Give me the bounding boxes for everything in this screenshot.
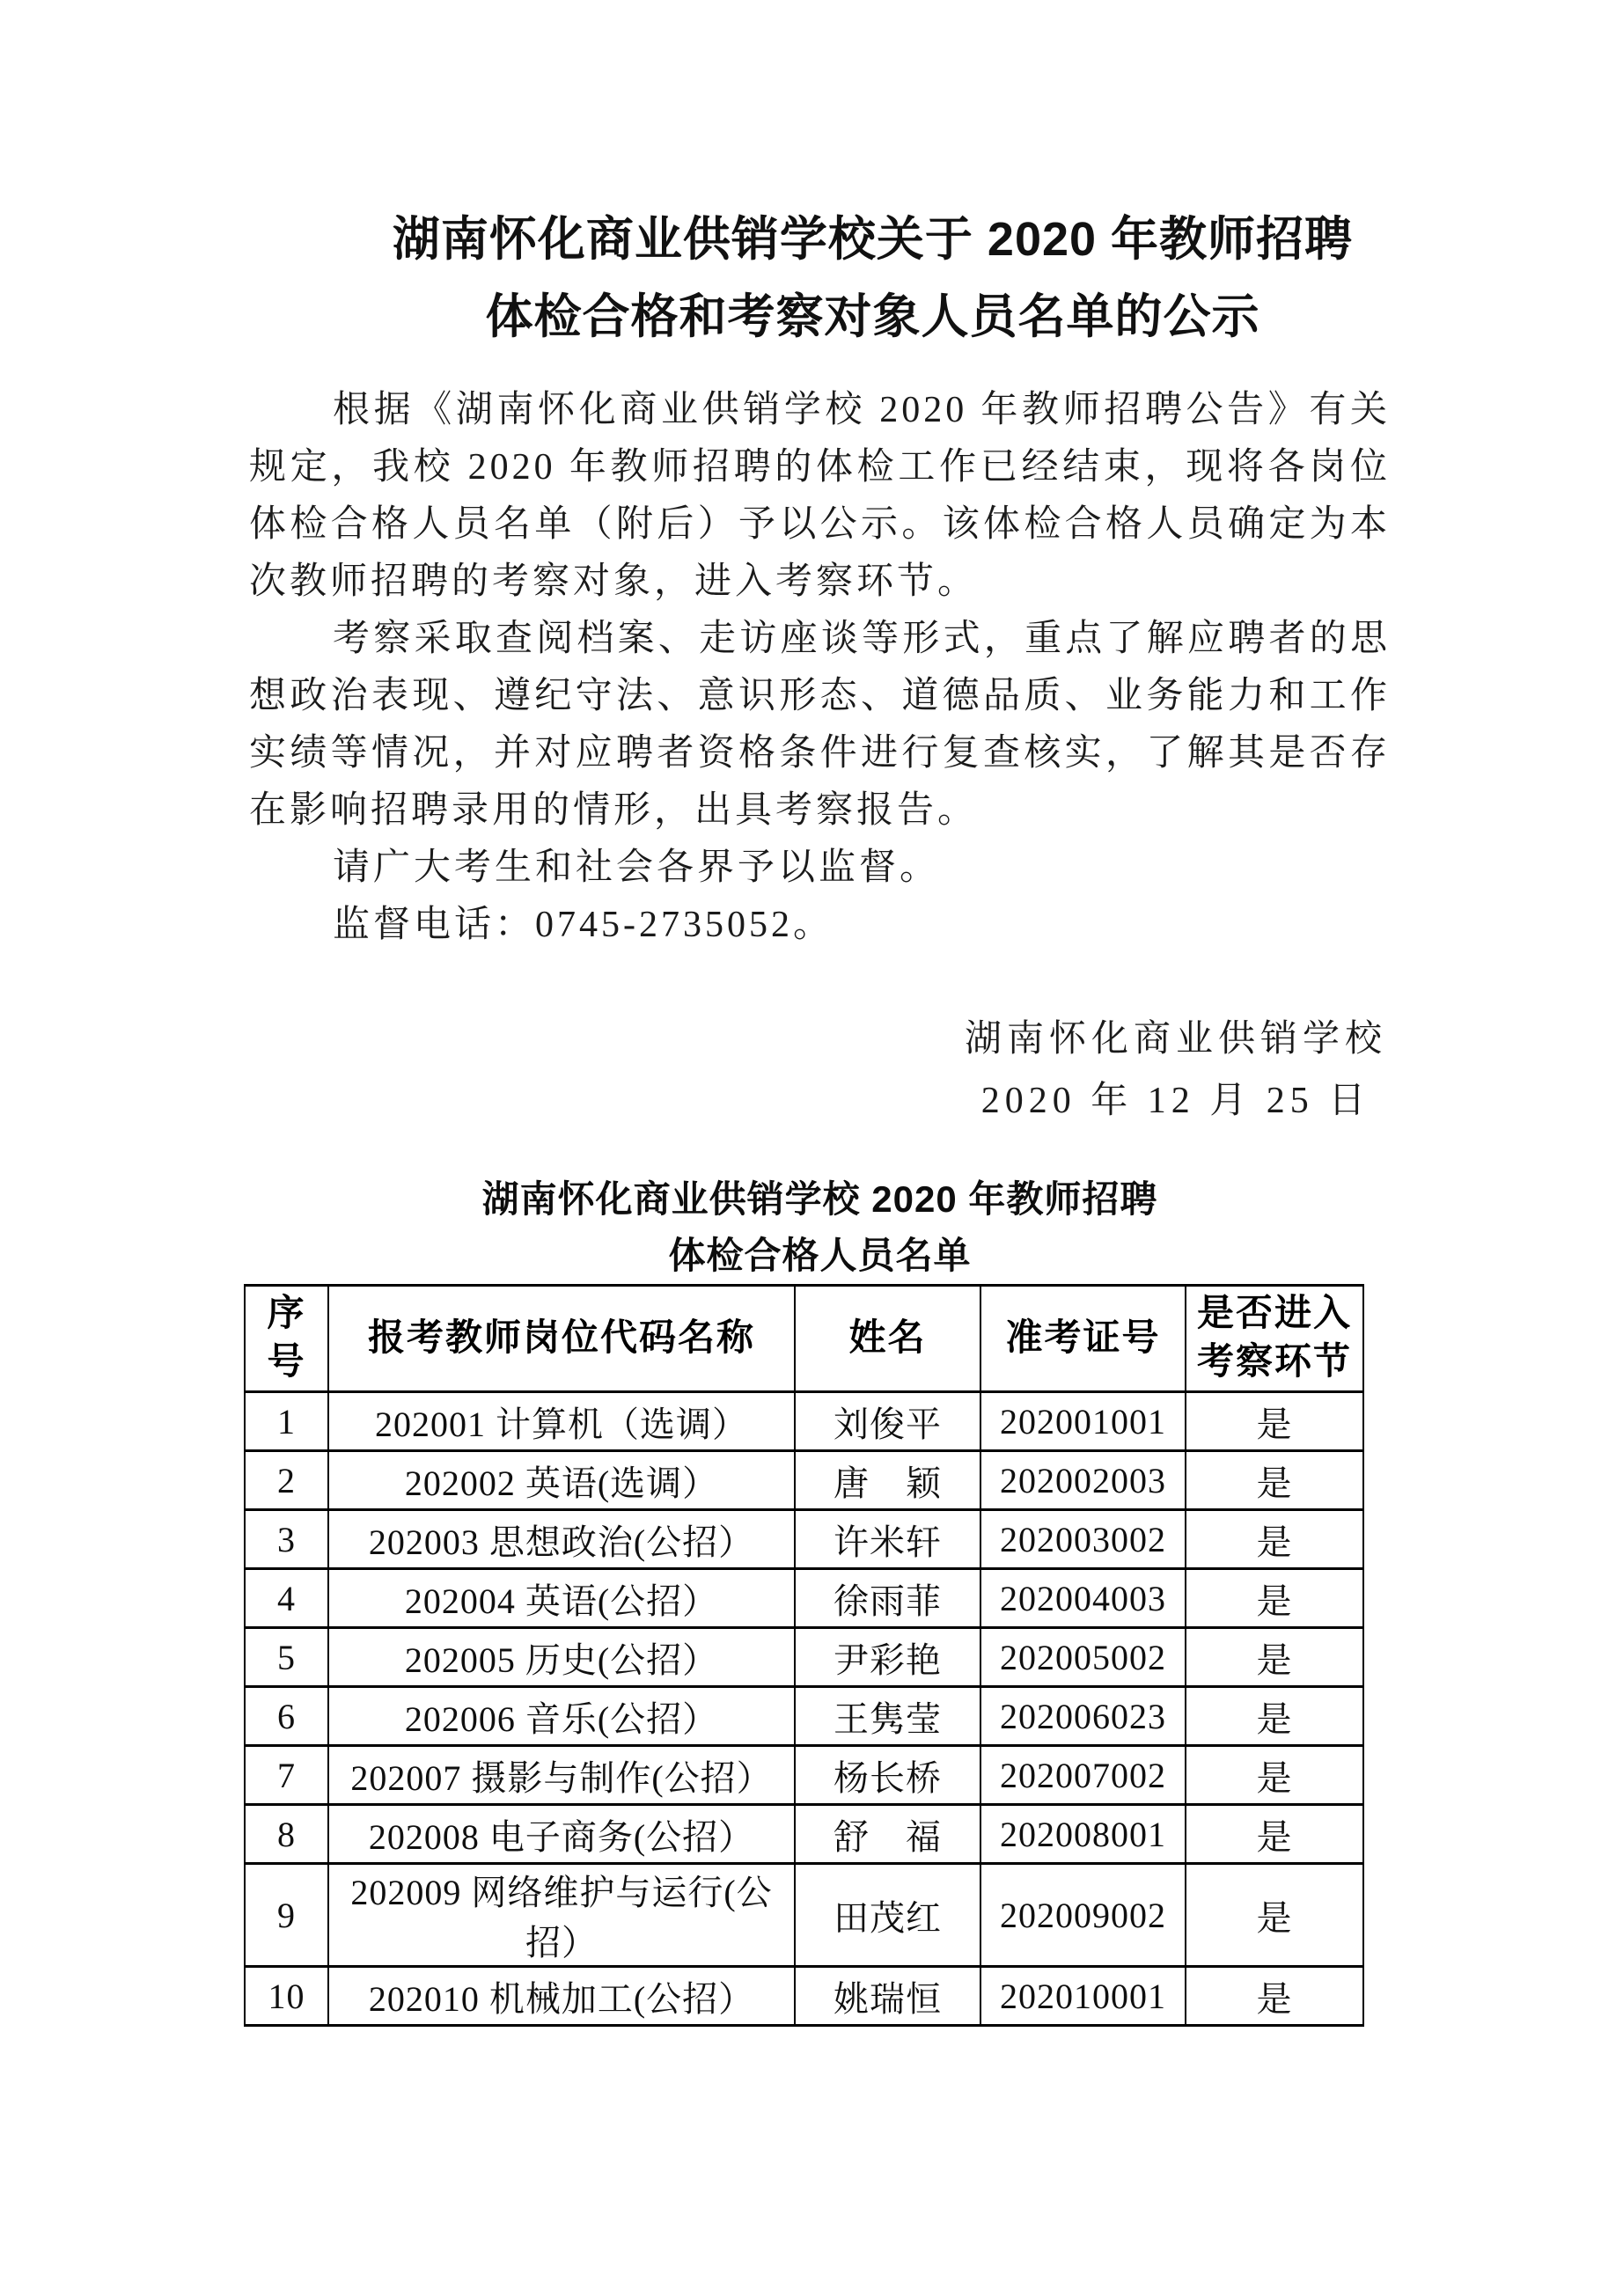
signature-block [965, 1009, 1387, 1132]
table-row [245, 1746, 1363, 1805]
table-row [245, 1805, 1363, 1864]
cell-ticket: 202010001 [980, 1967, 1186, 2026]
header-seq-line-2: 号 [267, 1342, 306, 1383]
cell-seq: 4 [245, 1569, 328, 1628]
cell-pass: 是 [1186, 1510, 1363, 1569]
pass-list-table [244, 1284, 1364, 2027]
cell-position: 202007 摄影与制作(公招） [328, 1746, 795, 1805]
cell-ticket: 202001001 [980, 1392, 1186, 1451]
document-body [249, 382, 1391, 954]
cell-position: 202003 思想政治(公招） [328, 1510, 795, 1569]
paragraph-inspection-method: 考察采取查阅档案、走访座谈等形式，重点了解应聘者的思想政治表现、遵纪守法、意识形态、道德品质、业务能力和工作实绩等情况，并对应聘者资格条件进行复查核实，了解其是否存在影响招聘录用的情形，出具考察报告。 [249, 619, 1391, 831]
cell-ticket: 202004003 [980, 1569, 1186, 1628]
cell-name: 姚瑞恒 [795, 1967, 980, 2026]
cell-ticket: 202007002 [980, 1746, 1186, 1805]
cell-seq: 7 [245, 1746, 328, 1805]
cell-seq: 2 [245, 1451, 328, 1510]
cell-name: 唐 颖 [795, 1451, 980, 1510]
header-name: 姓名 [795, 1286, 980, 1392]
cell-name: 田茂红 [795, 1864, 980, 1967]
cell-pass: 是 [1186, 1864, 1363, 1967]
cell-pass: 是 [1186, 1628, 1363, 1687]
table-row [245, 1451, 1363, 1510]
cell-name: 王隽莹 [795, 1687, 980, 1746]
cell-pass: 是 [1186, 1451, 1363, 1510]
cell-ticket: 202005002 [980, 1628, 1186, 1687]
cell-position: 202002 英语(选调） [328, 1451, 795, 1510]
table-row [245, 1510, 1363, 1569]
table-row [245, 1392, 1363, 1451]
cell-position: 202010 机械加工(公招） [328, 1967, 795, 2026]
pass-list-table-header [245, 1286, 1363, 1392]
cell-pass: 是 [1186, 1967, 1363, 2026]
cell-ticket: 202006023 [980, 1687, 1186, 1746]
cell-pass: 是 [1186, 1569, 1363, 1628]
cell-seq: 3 [245, 1510, 328, 1569]
signature-organization: 湖南怀化商业供销学校 [964, 1019, 1387, 1060]
cell-name: 杨长桥 [795, 1746, 980, 1805]
header-inspect [1186, 1286, 1363, 1392]
cell-position: 202006 音乐(公招） [328, 1687, 795, 1746]
cell-name: 刘俊平 [795, 1392, 980, 1451]
cell-seq: 9 [245, 1864, 328, 1967]
cell-seq: 6 [245, 1687, 328, 1746]
cell-position: 202005 历史(公招） [328, 1628, 795, 1687]
header-seq-line-1: 序 [267, 1294, 306, 1334]
pass-list-table-body [245, 1392, 1363, 2026]
cell-position: 202008 电子商务(公招） [328, 1805, 795, 1864]
document-title-line-1: 湖南怀化商业供销学校关于 2020 年教师招聘 [392, 213, 1354, 266]
header-seq [245, 1286, 328, 1392]
document-title-line-2: 体检合格和考察对象人员名单的公示 [485, 290, 1260, 343]
paragraph-supervision: 请广大考生和社会各界予以监督。 [333, 847, 941, 888]
signature-date: 2020 年 12 月 25 日 [980, 1081, 1371, 1121]
paragraph-basis: 根据《湖南怀化商业供销学校 2020 年教师招聘公告》有关规定，我校 2020 年教师招聘的体检工作已经结束，现将各岗位体检合格人员名单（附后）予以公示。该体检合格人员确定为本次教师招聘的考察对象，进入考察环节。 [249, 390, 1391, 602]
header-ticket: 准考证号 [980, 1286, 1186, 1392]
cell-name: 尹彩艳 [795, 1628, 980, 1687]
document-title [249, 201, 1391, 356]
cell-pass: 是 [1186, 1392, 1363, 1451]
cell-seq: 1 [245, 1392, 328, 1451]
cell-ticket: 202008001 [980, 1805, 1186, 1864]
attachment-title-line-1: 湖南怀化商业供销学校 2020 年教师招聘 [481, 1178, 1158, 1220]
table-row [245, 1864, 1363, 1967]
cell-ticket: 202009002 [980, 1864, 1186, 1967]
cell-position: 202009 网络维护与运行(公招） [328, 1864, 795, 1967]
cell-seq: 5 [245, 1628, 328, 1687]
cell-pass: 是 [1186, 1746, 1363, 1805]
table-row [245, 1569, 1363, 1628]
cell-pass: 是 [1186, 1805, 1363, 1864]
cell-seq: 10 [245, 1967, 328, 2026]
header-row [245, 1286, 1363, 1392]
paragraph-phone: 监督电话：0745-2735052。 [333, 905, 834, 945]
attachment-title [249, 1171, 1391, 1284]
header-inspect-line-2: 考察环节 [1196, 1342, 1352, 1383]
table-row [245, 1628, 1363, 1687]
cell-ticket: 202002003 [980, 1451, 1186, 1510]
cell-position: 202004 英语(公招） [328, 1569, 795, 1628]
cell-name: 舒 福 [795, 1805, 980, 1864]
table-row [245, 1687, 1363, 1746]
cell-pass: 是 [1186, 1687, 1363, 1746]
cell-name: 许米轩 [795, 1510, 980, 1569]
cell-seq: 8 [245, 1805, 328, 1864]
table-row [245, 1967, 1363, 2026]
cell-position: 202001 计算机（选调） [328, 1392, 795, 1451]
header-inspect-line-1: 是否进入 [1196, 1294, 1352, 1334]
cell-name: 徐雨菲 [795, 1569, 980, 1628]
cell-ticket: 202003002 [980, 1510, 1186, 1569]
header-position: 报考教师岗位代码名称 [328, 1286, 795, 1392]
attachment-title-line-2: 体检合格人员名单 [668, 1235, 972, 1276]
